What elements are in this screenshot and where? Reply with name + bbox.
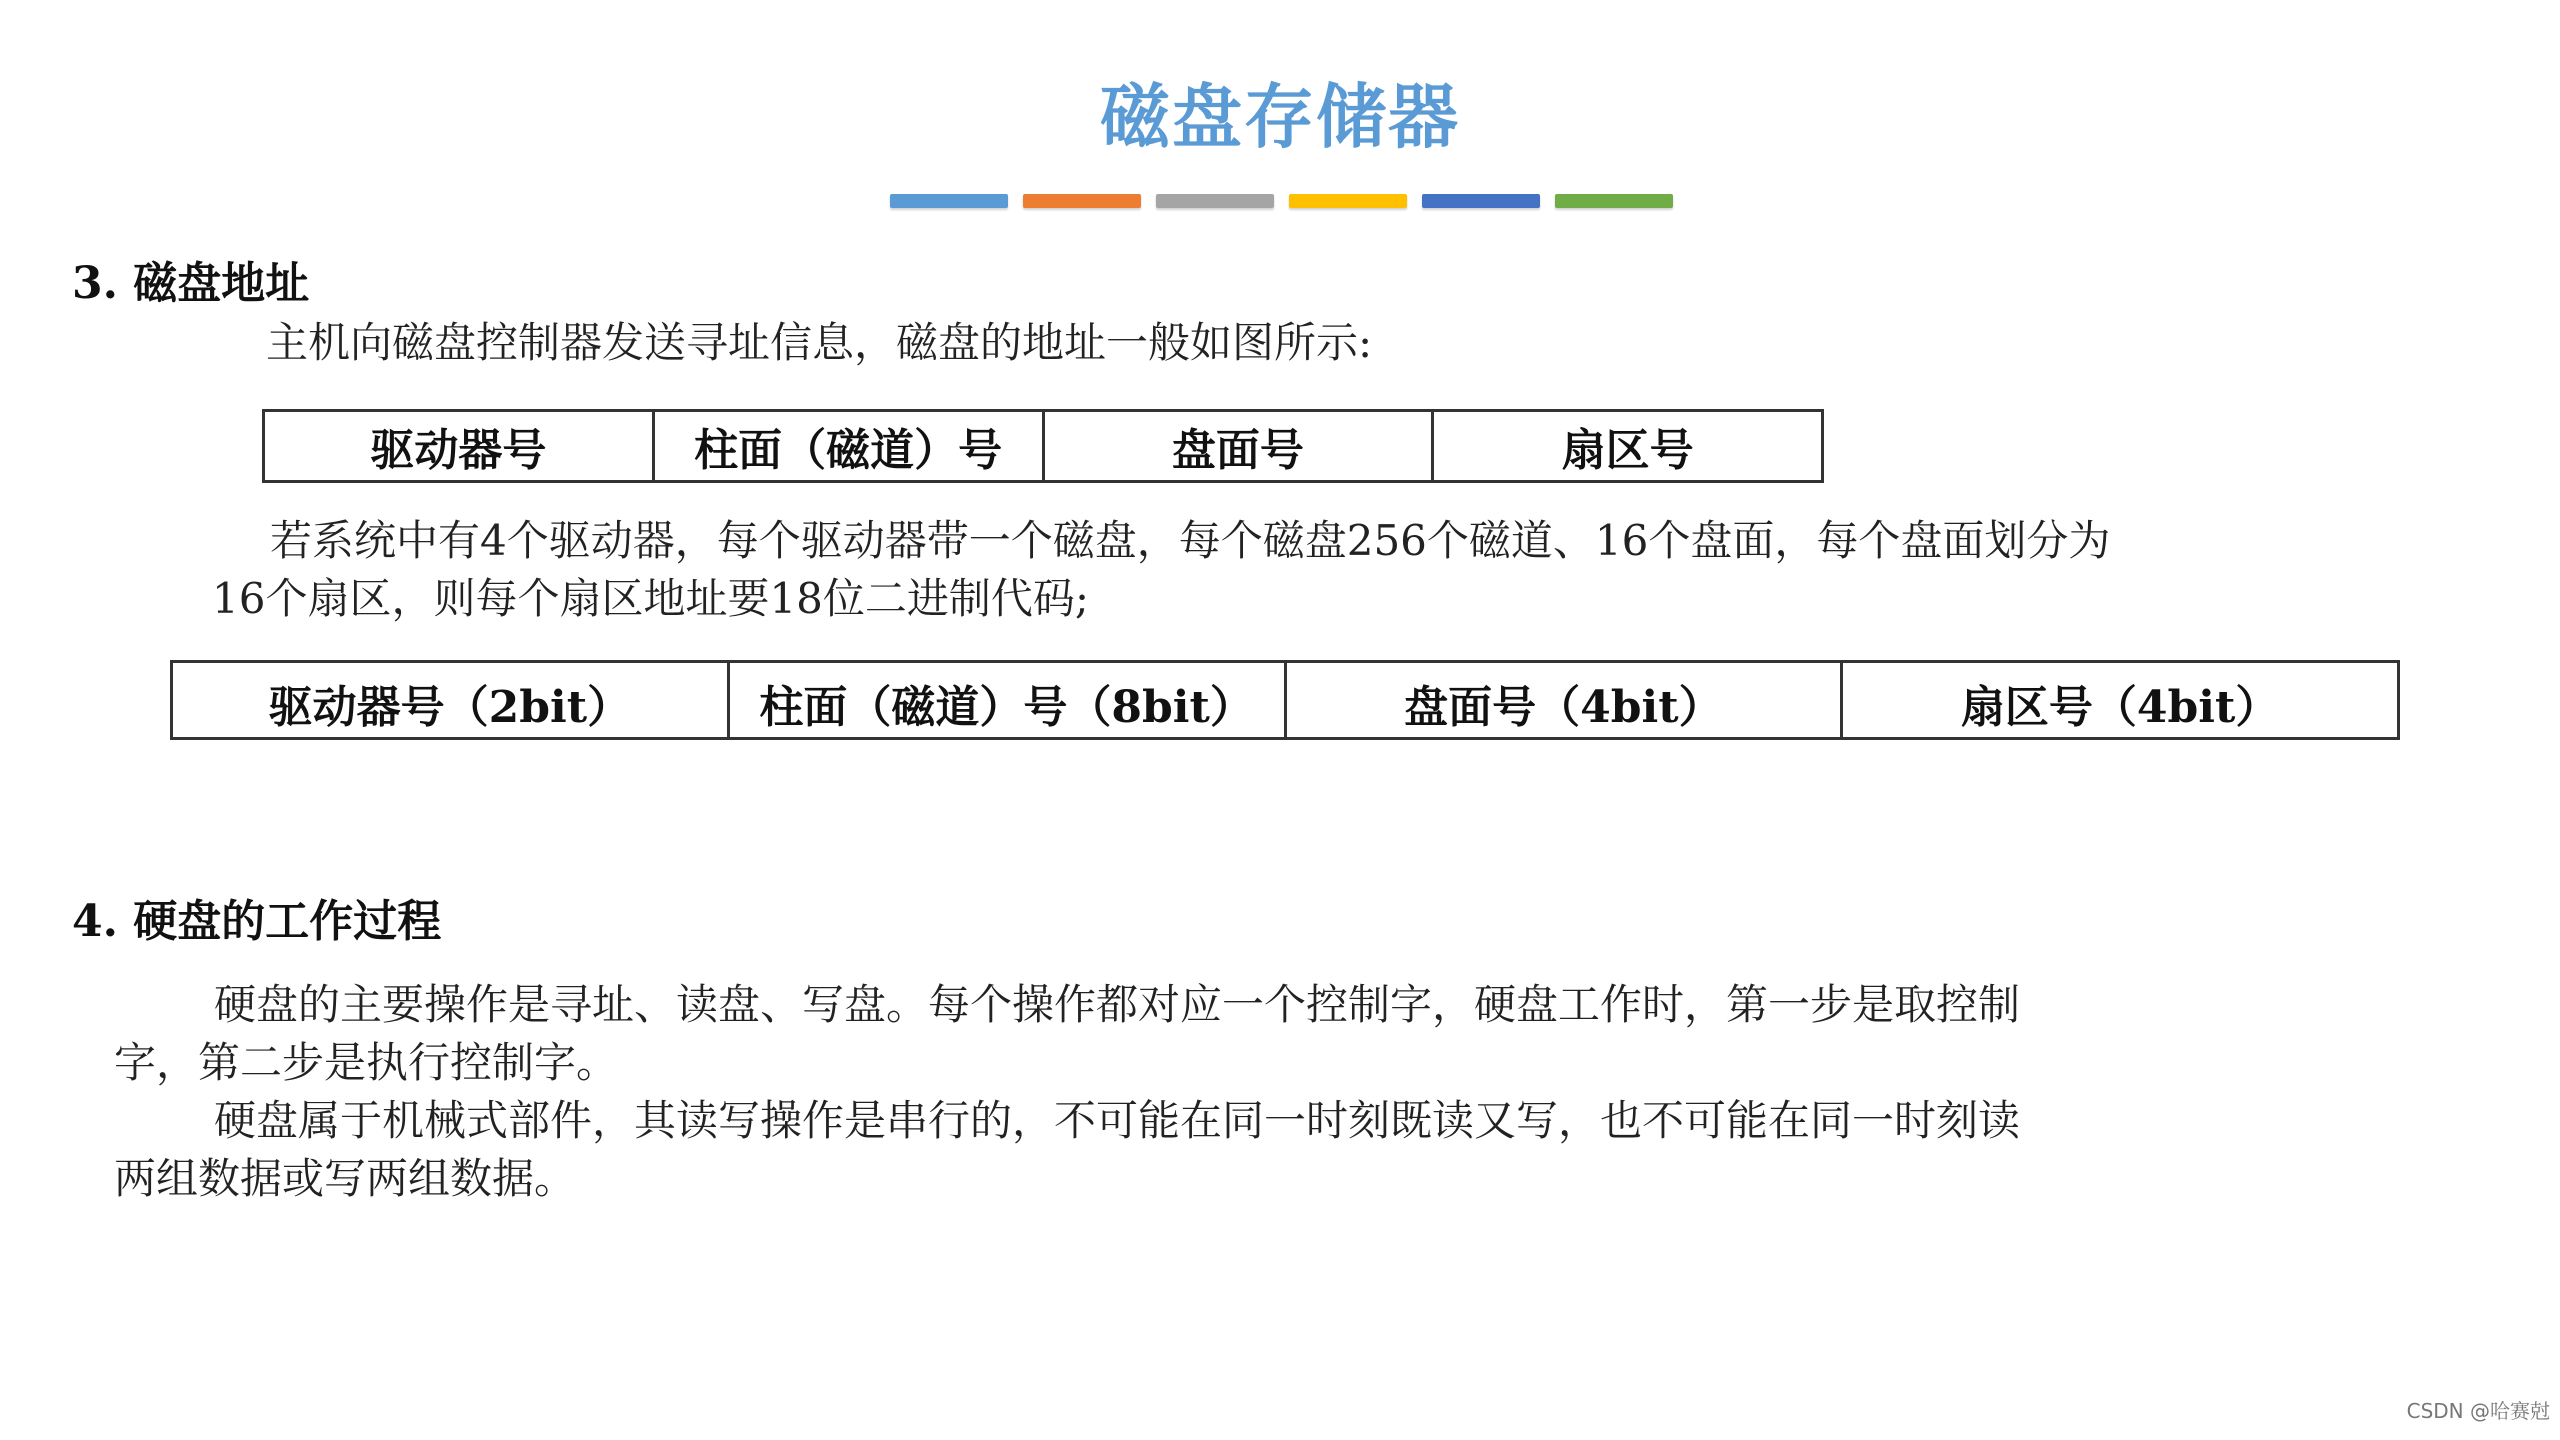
section-3-heading: 3. 磁盘地址 [72, 258, 310, 309]
disk-address-table [262, 409, 1824, 483]
section-3-intro: 主机向磁盘控制器发送寻址信息，磁盘的地址一般如图所示: [266, 318, 1373, 367]
table1-cell-surface: 盘面号 [1045, 412, 1435, 480]
table2-cell-drive: 驱动器号（2bit） [173, 663, 730, 737]
process-para-1-line-1: 硬盘的主要操作是寻址、读盘、写盘。每个操作都对应一个控制字，硬盘工作时，第一步是取控制 [214, 980, 2021, 1029]
table1-cell-cylinder: 柱面（磁道）号 [655, 412, 1045, 480]
process-para-2-line-1: 硬盘属于机械式部件，其读写操作是串行的，不可能在同一时刻既读又写，也不可能在同一时刻读 [214, 1096, 2021, 1145]
color-bar-blue [890, 194, 1008, 208]
table1-cell-drive: 驱动器号 [265, 412, 655, 480]
process-para-2-line-2: 两组数据或写两组数据。 [114, 1154, 577, 1203]
watermark: CSDN @哈赛尅 [2406, 1399, 2550, 1423]
color-bar-dark-blue [1422, 194, 1540, 208]
table1-cell-sector: 扇区号 [1561, 425, 1694, 476]
table2-cell-cylinder: 柱面（磁道）号（8bit） [730, 663, 1287, 737]
color-bar-green [1555, 194, 1673, 208]
color-bar-yellow [1289, 194, 1407, 208]
slide-title: 磁盘存储器 [1100, 75, 1460, 158]
decorative-color-bars [890, 194, 1673, 208]
table2-cell-surface: 盘面号（4bit） [1287, 663, 1844, 737]
section-4-heading: 4. 硬盘的工作过程 [72, 896, 442, 947]
process-para-1-line-2: 字，第二步是执行控制字。 [114, 1038, 619, 1087]
color-bar-gray [1156, 194, 1274, 208]
example-line-1: 若系统中有4个驱动器，每个驱动器带一个磁盘，每个磁盘256个磁道、16个盘面，每个盘面划分为 [270, 516, 2111, 565]
color-bar-orange [1023, 194, 1141, 208]
table2-cell-sector: 扇区号（4bit） [1960, 682, 2280, 733]
disk-address-bits-table [170, 660, 2400, 740]
example-line-2: 16个扇区，则每个扇区地址要18位二进制代码; [212, 574, 1090, 623]
